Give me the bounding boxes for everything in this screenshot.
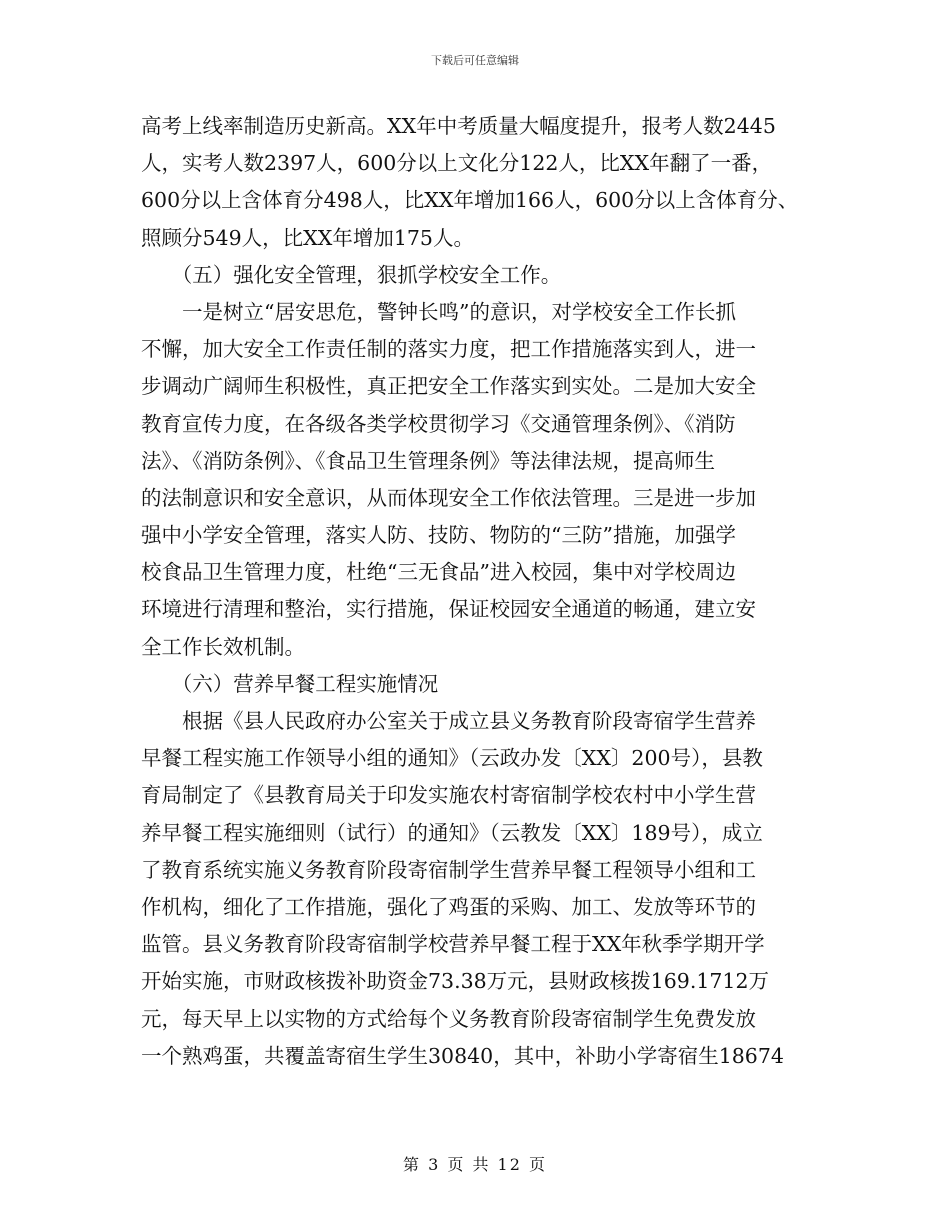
text-line: 照顾分549人，比XX年增加175人。	[141, 225, 474, 250]
text-line: 全工作长效机制。	[141, 634, 305, 659]
document-body	[141, 108, 821, 1075]
text-line: 一个熟鸡蛋，共覆盖寄宿生学生30840，其中，补助小学寄宿生18674	[141, 1043, 784, 1068]
text-line: 环境进行清理和整治，实行措施，保证校园安全通道的畅通，建立安	[141, 597, 756, 622]
text-line: 的法制意识和安全意识，从而体现安全工作依法管理。三是进一步加	[141, 485, 756, 510]
text-line: 强中小学安全管理，落实人防、技防、物防的“三防”措施，加强学	[141, 523, 736, 548]
page-header-note: 下载后可任意编辑	[431, 54, 519, 67]
text-line: 元，每天早上以实物的方式给每个义务教育阶段寄宿制学生免费发放	[141, 1006, 756, 1031]
text-line: 步调动广阔师生积极性，真正把安全工作落实到实处。二是加大安全	[141, 374, 756, 399]
text-line: 根据《县人民政府办公室关于成立县义务教育阶段寄宿学生营养	[141, 709, 756, 733]
text-line: 校食品卫生管理力度，杜绝“三无食品”进入校园，集中对学校周边	[141, 560, 736, 585]
text-line: 一是树立“居安思危，警钟长鸣”的意识，对学校安全工作长抓	[141, 299, 736, 324]
section-heading: （五）强化安全管理，狠抓学校安全工作。	[141, 262, 562, 287]
text-line: 高考上线率制造历史新高。XX年中考质量大幅度提升，报考人数2445	[141, 114, 776, 138]
text-line: 作机构，细化了工作措施，强化了鸡蛋的采购、加工、发放等环节的	[141, 894, 756, 919]
text-line: 教育宣传力度，在各级各类学校贯彻学习《交通管理条例》、《消防	[141, 411, 736, 436]
page-number: 第 3 页 共 12 页	[403, 1155, 547, 1174]
text-line: 人，实考人数2397人，600分以上文化分122人，比XX年翻了一番，	[141, 151, 773, 176]
text-line: 开始实施，市财政核拨补助资金73.38万元，县财政核拨169.1712万	[141, 969, 770, 994]
text-line: 监管。县义务教育阶段寄宿制学校营养早餐工程于XX年秋季学期开学	[141, 932, 765, 957]
text-line: 育局制定了《县教育局关于印发实施农村寄宿制学校农村中小学生营	[141, 783, 756, 808]
text-line: 600分以上含体育分498人，比XX年增加166人，600分以上含体育分、	[141, 188, 799, 213]
text-line: 法》、《消防条例》、《食品卫生管理条例》等法律法规，提高师生	[141, 448, 715, 473]
text-line: 不懈，加大安全工作责任制的落实力度，把工作措施落实到人，进一	[141, 337, 756, 362]
text-line: 早餐工程实施工作领导小组的通知》（云政办发〔XX〕200号），县教	[141, 746, 763, 771]
section-heading: （六）营养早餐工程实施情况	[141, 671, 439, 696]
text-line: 了教育系统实施义务教育阶段寄宿制学生营养早餐工程领导小组和工	[141, 857, 756, 882]
text-line: 养早餐工程实施细则（试行）的通知》（云教发〔XX〕189号），成立	[141, 820, 763, 845]
